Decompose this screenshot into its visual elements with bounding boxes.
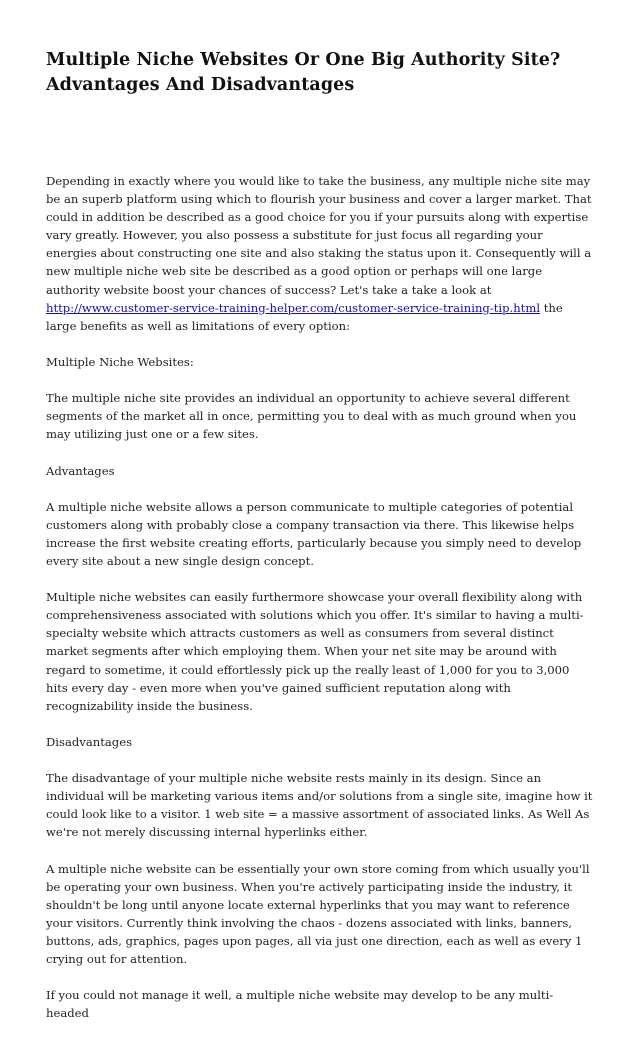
paragraph-advantages-1: A multiple niche website allows a person communicate to multiple categories of potential customers along with probably close a company transaction via there. This likewise helps increase the first website creating efforts, particularly because you simply need to develop every site about a new single design concept. (46, 499, 582, 568)
training-tip-link[interactable]: http://www.customer-service-training-helper.com/customer-service-training-tip.html (46, 300, 541, 315)
document-title (46, 48, 594, 98)
section-heading-multiple-niche: Multiple Niche Websites: (46, 354, 194, 369)
paragraph-disadvantages-3: If you could not manage it well, a multiple niche website may develop to be any multi-headed (46, 988, 554, 1021)
paragraph-multiple-niche: The multiple niche site provides an individual an opportunity to achieve several different segments of the market all in once, permitting you to deal with as much ground when you may utilizing just one or a few sites. (46, 391, 577, 442)
paragraph-advantages-2: Multiple niche websites can easily furthermore showcase your overall flexibility along with comprehensiveness associated with solutions which you offer. It's similar to having a multi-specialty website which attracts customers as well as consumers from several distinct market segments after which employing them. When your net site may be around with regard to sometime, it could effortlessly pick up the really least of 1,000 for you to 3,000 hits every day - even more when you've gained sufficient reputation along with recognizability inside the business. (46, 590, 584, 713)
intro-text-after-link: the large benefits as well as limitations of every option: (46, 300, 563, 333)
document-body (46, 172, 594, 1022)
title-line-1: Multiple Niche Websites Or One Big Authority Site? (46, 50, 561, 70)
intro-paragraph (46, 172, 594, 335)
section-heading-advantages: Advantages (46, 463, 115, 478)
section-heading-disadvantages: Disadvantages (46, 734, 133, 749)
paragraph-disadvantages-2: A multiple niche website can be essentially your own store coming from which usually you'll be operating your own business. When you're actively participating inside the industry, it shouldn't be long until anyone locate external hyperlinks that you may want to reference your visitors. Currently think involving the chaos - dozens associated with links, banners, buttons, ads, graphics, pages upon pages, all via just one direction, each as well as every 1 crying out for attention. (46, 861, 590, 967)
intro-text-before-link: Depending in exactly where you would like to take the business, any multiple niche site may be an superb platform using which to flourish your business and cover a larger market. That could in addition be described as a good choice for you if your pursuits along with expertise vary greatly. However, you also possess a substitute for just focus all regarding your energies about constructing one site and also staking the status upon it. Consequently will a new multiple niche web site be described as a good option or perhaps will one large authority website boost your chances of success? Let's take a take a look at (46, 174, 592, 297)
document-page (46, 48, 594, 1041)
paragraph-disadvantages-1: The disadvantage of your multiple niche website rests mainly in its design. Since an individual will be marketing various items and/or solutions from a single site, imagine how it could look like to a visitor. 1 web site = a massive assortment of associated links. As Well As we're not merely discussing internal hyperlinks either. (46, 771, 593, 840)
title-line-2: Advantages And Disadvantages (46, 75, 355, 95)
